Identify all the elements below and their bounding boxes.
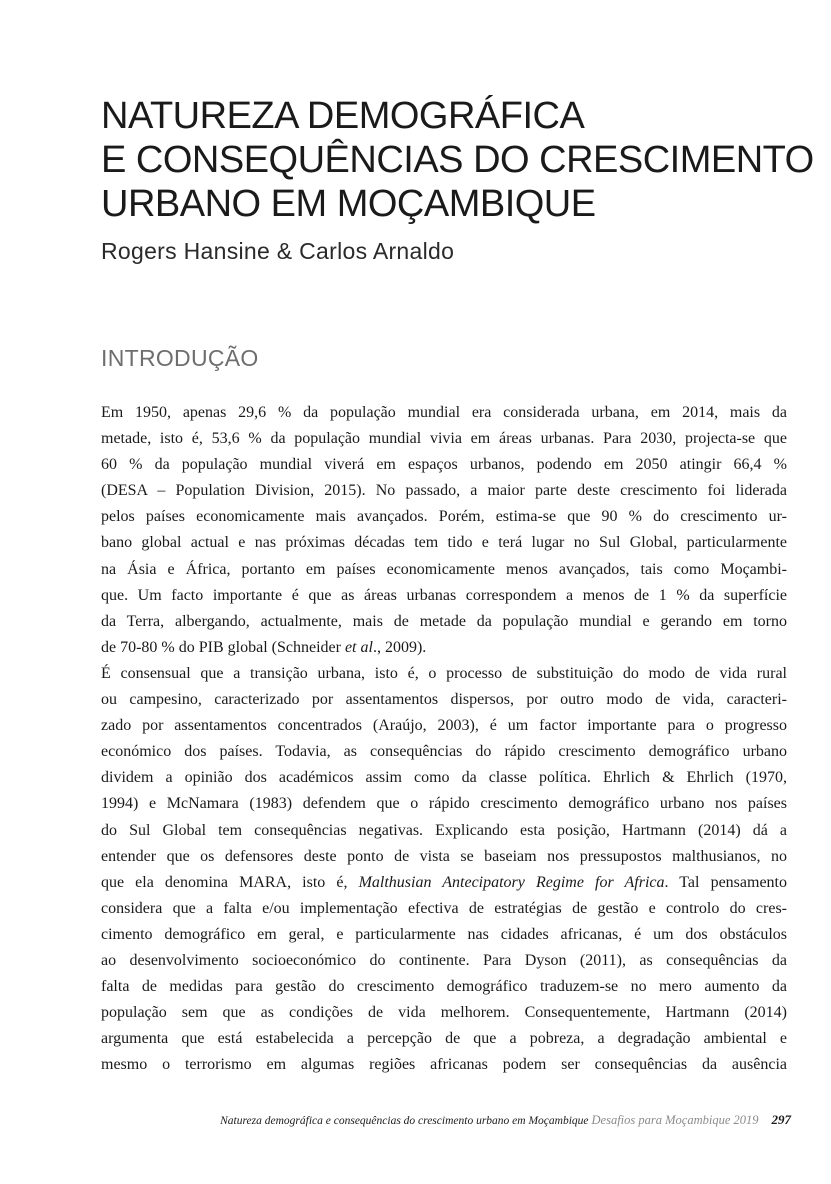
- page-footer: [220, 1112, 791, 1128]
- section-heading: INTRODUÇÃO: [101, 345, 259, 371]
- chapter-title-line-3: URBANO EM MOÇAMBIQUE: [101, 183, 596, 225]
- chapter-title-line-2: E CONSEQUÊNCIAS DO CRESCIMENTO: [101, 139, 814, 181]
- text-line: económico dos países. Todavia, as consequências do rápido crescimento demográfico urbano: [101, 743, 787, 761]
- citation-italic: et al: [344, 638, 373, 656]
- text-line: É consensual que a transição urbana, isto é, o processo de substituição do modo de vida rural: [101, 664, 787, 682]
- running-title: Natureza demográfica e consequências do crescimento urbano em Moçambique: [220, 1115, 589, 1127]
- text-line: cimento demográfico em geral, e particularmente nas cidades africanas, é um dos obstáculos: [101, 925, 787, 943]
- text-line: da Terra, albergando, actualmente, mais de metade da população mundial e gerando em torno: [101, 612, 787, 630]
- text-line: considera que a falta e/ou implementação efectiva de estratégias de gestão e controlo do cres-: [101, 899, 787, 917]
- text-fragment: que ela denomina MARA, isto é,: [101, 873, 359, 891]
- page-number: 297: [771, 1112, 791, 1127]
- text-line: 1994) e McNamara (1983) defendem que o rápido crescimento demográfico urbano nos países: [101, 795, 787, 813]
- text-line: ao desenvolvimento socioeconómico do continente. Para Dyson (2011), as consequências da: [101, 951, 787, 969]
- text-line: pelos países economicamente mais avançados. Porém, estima-se que 90 % do crescimento ur-: [101, 508, 787, 526]
- book-title: Desafios para Moçambique 2019: [591, 1113, 759, 1127]
- text-line: na Ásia e África, portanto em países economicamente menos avançados, tais como Moçambi-: [101, 560, 787, 578]
- body-text: [101, 400, 787, 1078]
- text-line: dividem a opinião dos académicos assim como da classe política. Ehrlich & Ehrlich (1970,: [101, 769, 787, 787]
- authors: Rogers Hansine & Carlos Arnaldo: [101, 238, 455, 264]
- text-line: [101, 870, 787, 896]
- text-fragment: de 70-80 % do PIB global (Schneider: [101, 638, 345, 656]
- text-line: população sem que as condições de vida melhorem. Consequentemente, Hartmann (2014): [101, 1004, 787, 1022]
- text-line: [101, 635, 787, 661]
- text-line: (DESA – Population Division, 2015). No passado, a maior parte deste crescimento foi liderada: [101, 482, 787, 500]
- text-line: falta de medidas para gestão do crescimento demográfico traduzem-se no mero aumento da: [101, 978, 787, 996]
- text-line: bano global actual e nas próximas décadas tem tido e terá lugar no Sul Global, particularmente: [101, 534, 787, 552]
- text-fragment: ., 2009).: [372, 638, 427, 656]
- text-line: metade, isto é, 53,6 % da população mundial vivia em áreas urbanas. Para 2030, projecta-se que: [101, 430, 787, 448]
- term-italic: Malthusian Antecipatory Regime for Africa: [358, 873, 665, 891]
- text-line: mesmo o terrorismo em algumas regiões africanas podem ser consequências da ausência: [101, 1056, 787, 1074]
- text-line: que. Um facto importante é que as áreas urbanas correspondem a menos de 1 % da superfície: [101, 586, 787, 604]
- text-line: do Sul Global tem consequências negativas. Explicando esta posição, Hartmann (2014) dá a: [101, 821, 787, 839]
- text-line: 60 % da população mundial viverá em espaços urbanos, podendo em 2050 atingir 66,4 %: [101, 456, 787, 474]
- text-line: zado por assentamentos concentrados (Araújo, 2003), é um factor importante para o progresso: [101, 717, 787, 735]
- chapter-title-line-1: NATUREZA DEMOGRÁFICA: [101, 95, 585, 137]
- text-fragment: . Tal pensamento: [664, 873, 787, 891]
- text-line: Em 1950, apenas 29,6 % da população mundial era considerada urbana, em 2014, mais da: [101, 404, 787, 421]
- chapter-title: [101, 94, 814, 226]
- text-line: argumenta que está estabelecida a percepção de que a pobreza, a degradação ambiental e: [101, 1030, 787, 1048]
- text-line: entender que os defensores deste ponto de vista se baseiam nos pressupostos malthusianos, no: [101, 847, 787, 865]
- text-line: ou campesino, caracterizado por assentamentos dispersos, por outro modo de vida, caracteri-: [101, 691, 787, 709]
- paragraph-2: [101, 661, 787, 1079]
- paragraph-1: [101, 400, 787, 661]
